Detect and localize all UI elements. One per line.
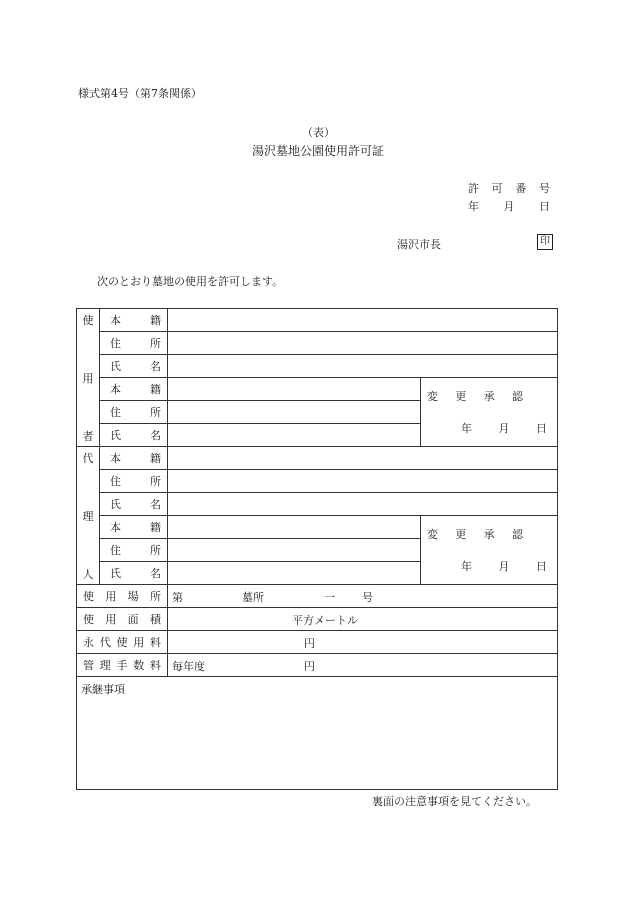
user-new-honseki-label: 本 籍 <box>100 378 168 401</box>
area-label: 使 用 面 積 <box>77 608 168 631</box>
agent-new-address-label: 住 所 <box>100 539 168 562</box>
agent-name-label: 氏 名 <box>100 493 168 516</box>
agent-new-name-label: 氏 名 <box>100 562 168 585</box>
agent-new-address-field[interactable] <box>168 539 421 562</box>
user-new-honseki-field[interactable] <box>168 378 421 401</box>
intro-text: 次のとおり墓地の使用を許可します。 <box>97 275 284 288</box>
footer-note: 裏面の注意事項を見てください。 <box>372 795 537 808</box>
agent-honseki-label: 本 籍 <box>100 447 168 470</box>
user-address-field[interactable] <box>168 332 558 355</box>
management-fee-label: 管 理 手 数 料 <box>77 654 168 677</box>
succession-label: 承継事項 <box>81 683 125 696</box>
user-new-name-label: 氏 名 <box>100 424 168 447</box>
agent-name-field[interactable] <box>168 493 558 516</box>
user-new-name-field[interactable] <box>168 424 421 447</box>
agent-address-field[interactable] <box>168 470 558 493</box>
permit-number: 許 可 番 号 <box>468 182 550 195</box>
face-label: （表） <box>302 126 335 139</box>
location-label: 使 用 場 所 <box>77 585 168 608</box>
form-number: 様式第4号（第7条関係） <box>78 87 202 100</box>
page-title: 湯沢墓地公園使用許可証 <box>252 144 385 158</box>
agent-new-honseki-label: 本 籍 <box>100 516 168 539</box>
user-change-approval: 変 更 承 認 年 月 日 <box>421 378 558 447</box>
management-fee-field[interactable]: 毎年度 円 <box>168 654 558 677</box>
seal-icon: 印 <box>537 234 553 250</box>
agent-honseki-field[interactable] <box>168 447 558 470</box>
location-field[interactable]: 第 墓所 一 号 <box>168 585 558 608</box>
permit-table <box>76 308 558 790</box>
agent-new-honseki-field[interactable] <box>168 516 421 539</box>
area-field[interactable]: 平方メートル <box>168 608 558 631</box>
succession-field[interactable] <box>77 677 558 790</box>
agent-change-approval: 変 更 承 認 年 月 日 <box>421 516 558 585</box>
user-name-label: 氏 名 <box>100 355 168 378</box>
user-new-address-field[interactable] <box>168 401 421 424</box>
issue-date: 年 月 日 <box>468 200 550 213</box>
user-honseki-label: 本 籍 <box>100 309 168 332</box>
perpetual-fee-field[interactable]: 円 <box>168 631 558 654</box>
user-address-label: 住 所 <box>100 332 168 355</box>
agent-new-name-field[interactable] <box>168 562 421 585</box>
agent-group-label: 代 理 人 <box>77 447 100 585</box>
user-name-field[interactable] <box>168 355 558 378</box>
user-honseki-field[interactable] <box>168 309 558 332</box>
perpetual-fee-label: 永 代 使 用 料 <box>77 631 168 654</box>
agent-address-label: 住 所 <box>100 470 168 493</box>
user-new-address-label: 住 所 <box>100 401 168 424</box>
issuer: 湯沢市長 <box>397 238 441 251</box>
user-group-label: 使 用 者 <box>77 309 100 447</box>
